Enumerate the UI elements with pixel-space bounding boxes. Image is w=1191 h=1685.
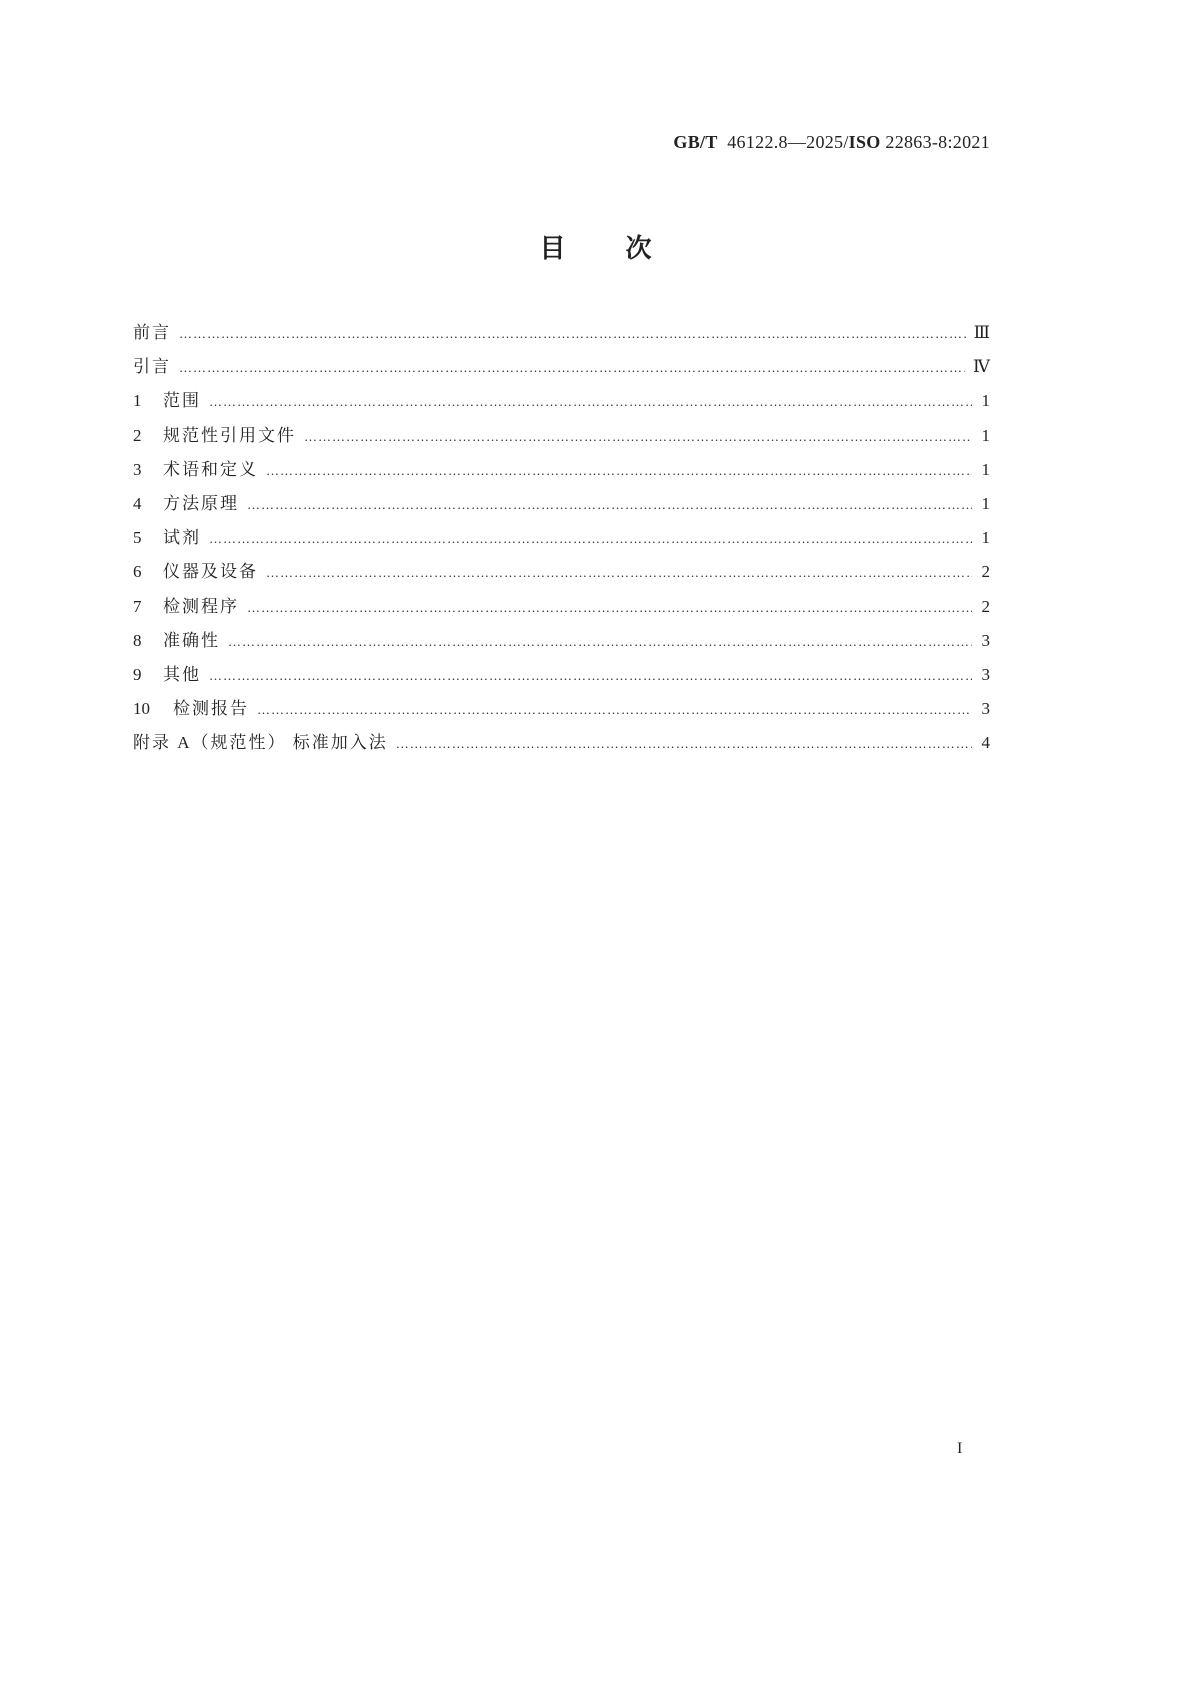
toc-entry-label: 规范性引用文件 <box>163 425 296 445</box>
toc-entry-label: 检测报告 <box>173 699 249 719</box>
toc-entry-page: Ⅳ <box>973 357 990 377</box>
toc-entry-label: 前言 <box>133 323 171 342</box>
toc-entry-number: 8 <box>133 630 142 650</box>
toc-entry-page: Ⅲ <box>973 323 990 342</box>
toc-entry-label: 范围 <box>163 391 201 411</box>
dot-leader <box>209 668 972 684</box>
code-prefix: GB/T <box>673 132 718 152</box>
toc-entry-page: 3 <box>981 699 990 719</box>
toc-entry-label: 附录 A（规范性） 标准加入法 <box>133 733 388 753</box>
toc-entry[interactable] <box>133 557 990 591</box>
toc-entry-number: 1 <box>133 391 142 411</box>
toc-entry-page: 1 <box>981 459 990 479</box>
toc-entry[interactable] <box>133 318 990 352</box>
standard-code-header <box>673 132 990 153</box>
title-char: 次 <box>625 234 652 263</box>
page-title <box>0 228 1191 265</box>
toc-entry-number: 7 <box>133 596 142 616</box>
toc-entry[interactable] <box>133 352 990 386</box>
toc-entry[interactable] <box>133 421 990 455</box>
toc-entry-label: 检测程序 <box>163 596 239 616</box>
toc-entry[interactable] <box>133 455 990 489</box>
toc-entry-number: 10 <box>133 699 150 719</box>
toc-entry-number: 4 <box>133 493 142 513</box>
dot-leader <box>257 702 972 718</box>
toc-entry-label: 方法原理 <box>163 493 239 513</box>
toc-entry[interactable] <box>133 694 990 728</box>
toc-entry-page: 3 <box>981 664 990 684</box>
dot-leader <box>247 600 972 616</box>
toc-entry-page: 3 <box>981 630 990 650</box>
toc-entry-number: 9 <box>133 664 142 684</box>
toc-entry[interactable] <box>133 386 990 420</box>
toc-entry-label: 仪器及设备 <box>163 562 258 582</box>
dot-leader <box>209 394 972 410</box>
toc-entry-number: 6 <box>133 562 142 582</box>
dot-leader <box>179 360 965 376</box>
toc-entry[interactable] <box>133 626 990 660</box>
toc-entry[interactable] <box>133 728 990 762</box>
toc-entry-page: 1 <box>981 528 990 548</box>
toc-entry-label: 试剂 <box>163 528 201 548</box>
toc-entry-number: 2 <box>133 425 142 445</box>
toc-entry[interactable] <box>133 523 990 557</box>
toc-entry-label: 其他 <box>163 664 201 684</box>
iso-number: 22863-8:2021 <box>885 132 990 152</box>
dot-leader <box>396 736 972 752</box>
toc-entry-label: 术语和定义 <box>163 459 258 479</box>
toc-entry-label: 引言 <box>133 357 171 377</box>
toc-entry-page: 2 <box>981 562 990 582</box>
toc-entry[interactable] <box>133 489 990 523</box>
dot-leader <box>209 531 972 547</box>
toc-entry[interactable] <box>133 592 990 626</box>
dot-leader <box>304 429 972 445</box>
dot-leader <box>266 463 972 479</box>
toc-entry-page: 4 <box>981 733 990 753</box>
dot-leader <box>266 565 972 581</box>
toc-entry[interactable] <box>133 660 990 694</box>
toc-entry-page: 1 <box>981 391 990 411</box>
toc-entry-page: 2 <box>981 596 990 616</box>
table-of-contents <box>133 318 990 762</box>
dot-leader <box>247 497 972 513</box>
code-number: 46122.8—2025/ <box>727 132 849 152</box>
toc-entry-page: 1 <box>981 493 990 513</box>
dot-leader <box>228 634 972 650</box>
toc-entry-number: 5 <box>133 528 142 548</box>
toc-entry-page: 1 <box>981 425 990 445</box>
title-char: 目 <box>539 234 566 263</box>
toc-entry-label: 准确性 <box>163 630 220 650</box>
iso-prefix: ISO <box>848 132 881 152</box>
dot-leader <box>179 326 966 342</box>
toc-entry-number: 3 <box>133 459 142 479</box>
page-number: I <box>957 1440 963 1457</box>
